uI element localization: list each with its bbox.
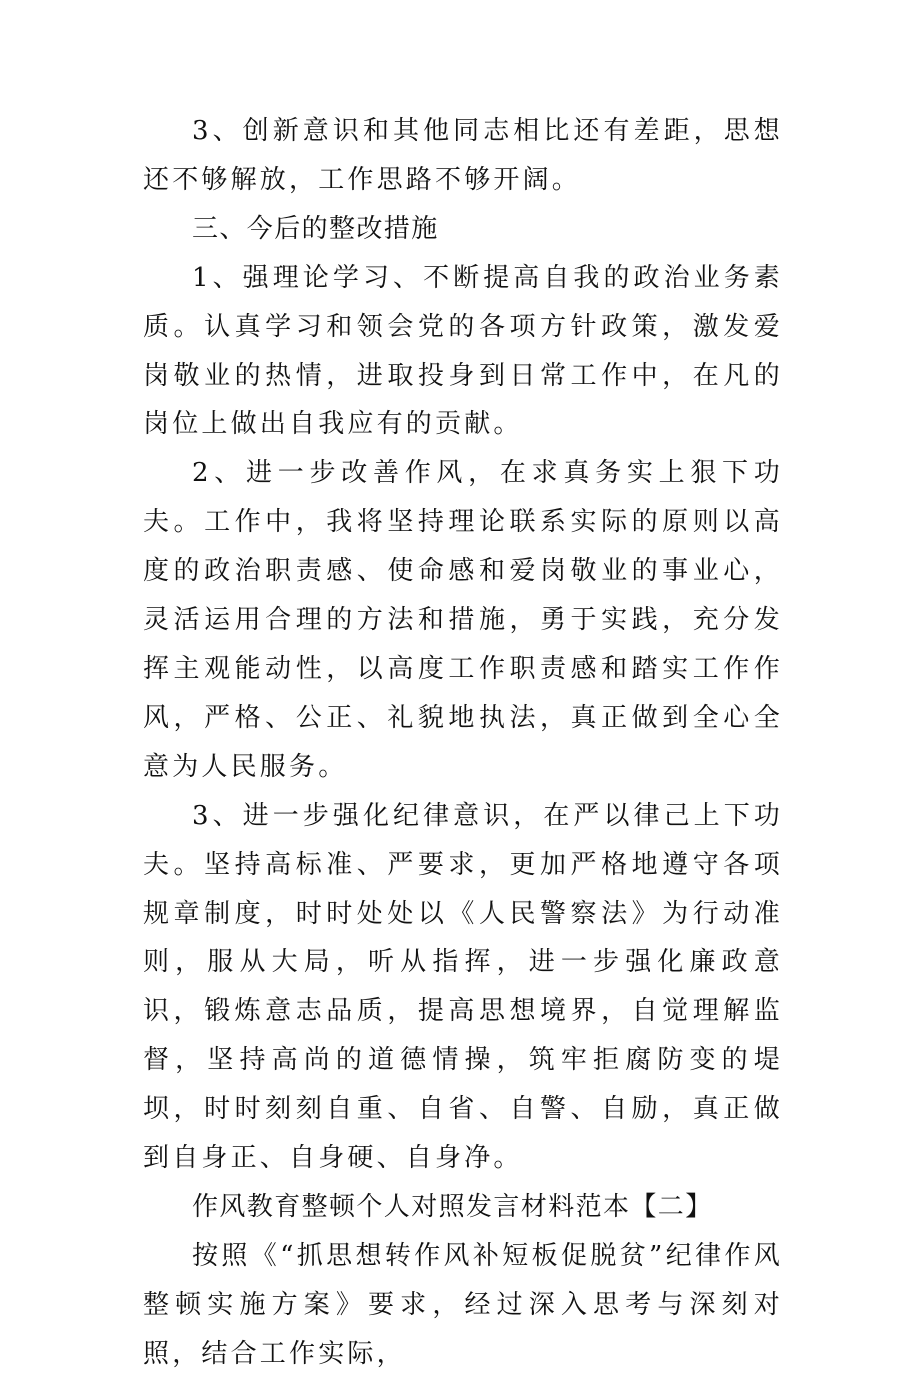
paragraph-theory-study: 1、强理论学习、不断提高自我的政治业务素质。认真学习和领会党的各项方针政策，激发爱岗敬业的热情，进取投身到日常工作中，在凡的岗位上做出自我应有的贡献。 — [143, 262, 783, 440]
document-body — [143, 107, 783, 1379]
paragraph-implementation-plan: 按照《“抓思想转作风补短板促脱贫”纪律作风整顿实施方案》要求，经过深入思考与深刻对照，结合工作实际， — [143, 1240, 783, 1369]
paragraph-discipline-awareness: 3、进一步强化纪律意识，在严以律己上下功夫。坚持高标准、严要求，更加严格地遵守各项规章制度，时时处处以《人民警察法》为行动准则，服从大局，听从指挥，进一步强化廉政意识，锻炼意志品质，提高思想境界，自觉理解监督，坚持高尚的道德情操，筑牢拒腐防变的堤坝，时时刻刻自重、自省、自警、自励，真正做到自身正、自身硬、自身净。 — [143, 800, 783, 1174]
paragraph-improve-work-style: 2、进一步改善作风，在求真务实上狠下功夫。工作中，我将坚持理论联系实际的原则以高度的政治职责感、使命感和爱岗敬业的事业心，灵活运用合理的方法和措施，勇于实践，充分发挥主观能动性，以高度工作职责感和踏实工作作风，严格、公正、礼貌地执法，真正做到全心全意为人民服务。 — [143, 458, 783, 782]
section-heading-rectification-measures: 三、今后的整改措施 — [192, 213, 439, 244]
paragraph-innovation-gap: 3、创新意识和其他同志相比还有差距，思想还不够解放，工作思路不够开阔。 — [143, 116, 783, 195]
sample-heading-part-two: 作风教育整顿个人对照发言材料范本【二】 — [192, 1191, 713, 1222]
